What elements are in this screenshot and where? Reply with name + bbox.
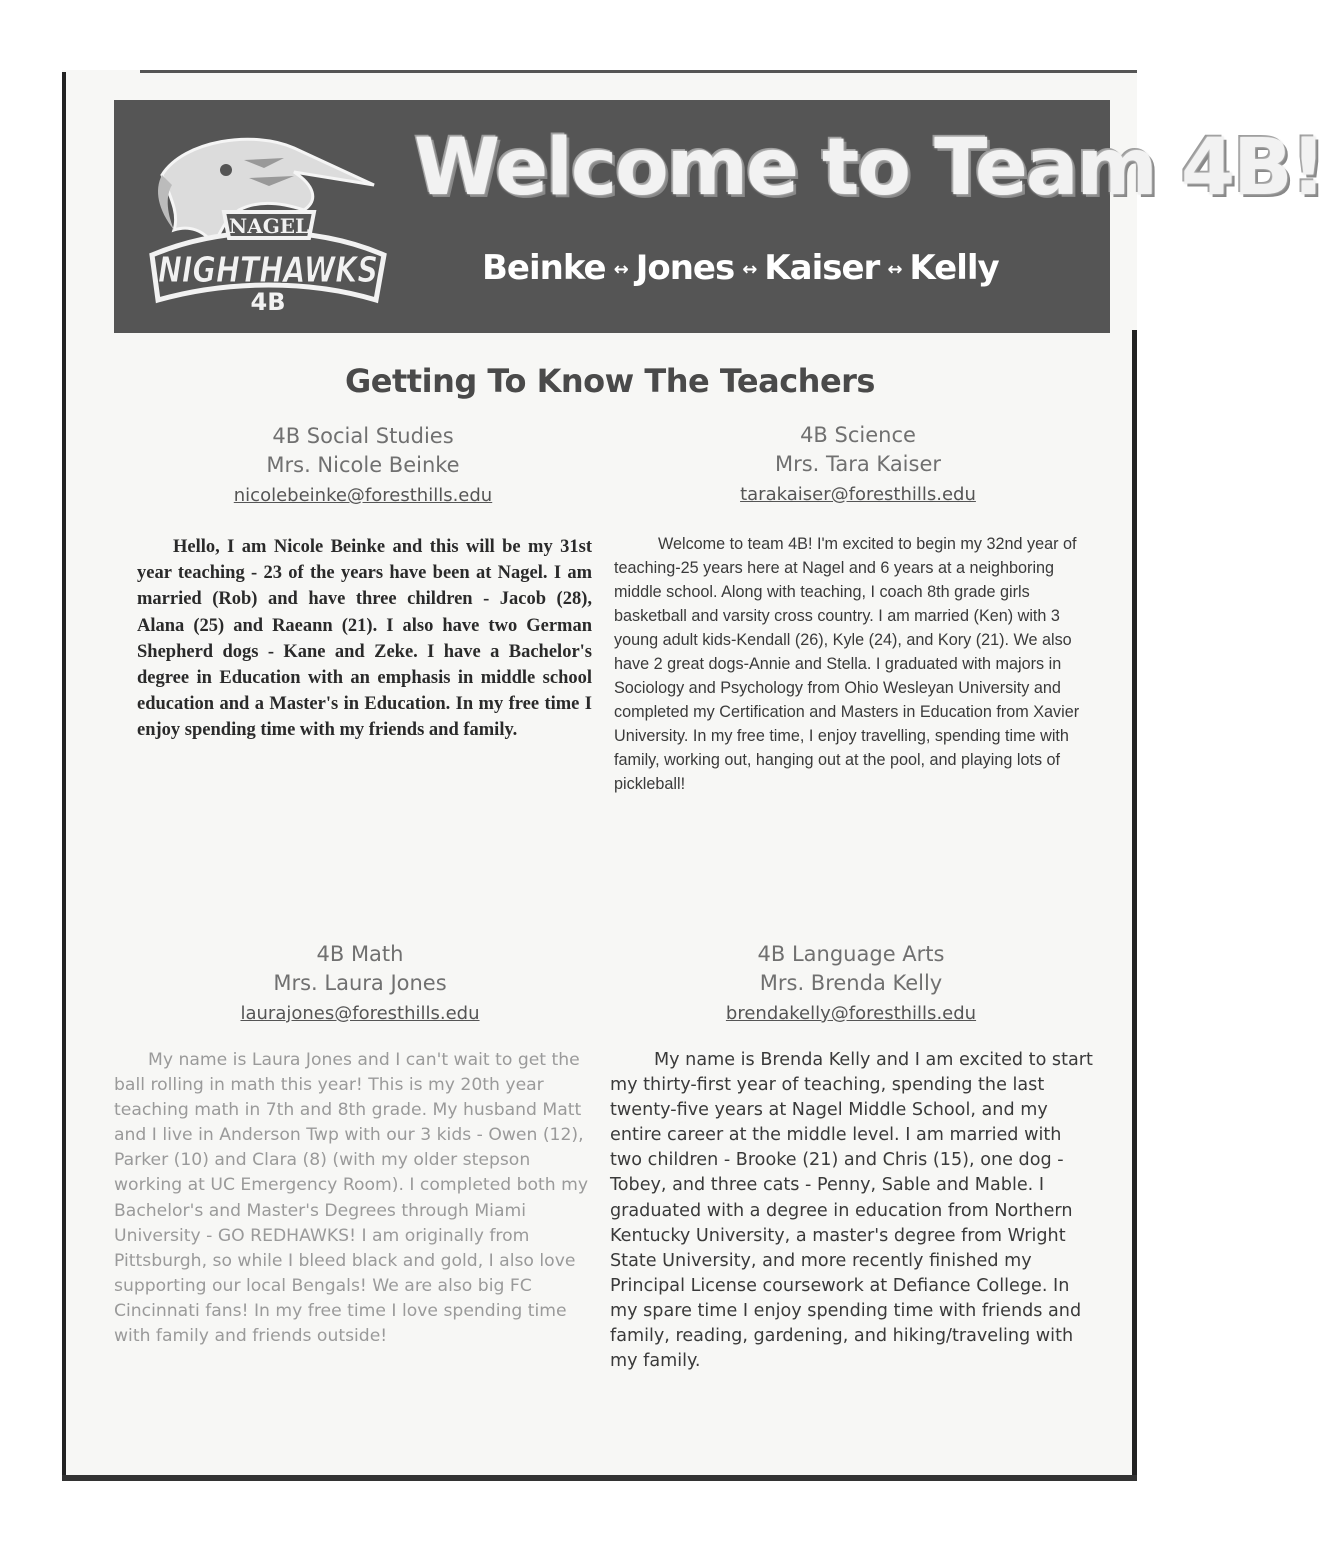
teacher-header-kelly (601, 940, 1101, 1028)
team-name: Kelly (909, 248, 999, 288)
teacher-subject: 4B Social Studies (272, 424, 454, 448)
teacher-subject: 4B Math (316, 942, 404, 966)
teacher-name: Mrs. Brenda Kelly (759, 971, 943, 995)
welcome-banner (114, 100, 1324, 333)
teacher-email-link[interactable]: laurajones@foresthills.edu (240, 1003, 480, 1024)
teacher-subject: 4B Language Arts (757, 942, 945, 966)
teacher-header-jones (110, 940, 610, 1028)
teacher-name: Mrs. Nicole Beinke (266, 453, 460, 477)
section-title: Getting To Know The Teachers (345, 362, 875, 400)
name-separator: ↔ (613, 259, 628, 280)
teacher-header-beinke (113, 422, 613, 510)
logo-team-text: 4B (250, 288, 286, 316)
team-name: Jones (635, 248, 735, 288)
teacher-bio-jones: My name is Laura Jones and I can't wait to get the ball rolling in math this year! This is my 20th year teaching math in 7th and 8th grade. My husband Matt and I live in Anderson Twp with our 3 kids - Owen (12), Parker (10) and Clara (8) (with my older stepson working at UC Emergency Room). I completed both my Bachelor's and Master's Degrees through Miami University - GO REDHAWKS! I am originally from Pittsburgh, so while I bleed black and gold, I also love supporting our local Bengals! We are also big FC Cincinnati fans! In my free time I love spending time with family and friends outside! (114, 1050, 589, 1347)
teacher-email-link[interactable]: tarakaiser@foresthills.edu (740, 484, 976, 505)
teacher-subject: 4B Science (800, 423, 916, 447)
teacher-bio-beinke: Hello, I am Nicole Beinke and this will be my 31st year teaching - 23 of the years have been at Nagel. I am married (Rob) and have three children - Jacob (28), Alana (25) and Raeann (21). I also have two German Shepherd dogs - Kane and Zeke. I have a Bachelor's degree in Education with an emphasis in middle school education and a Master's in Education. In my free time I enjoy spending time with my friends and family. (137, 537, 592, 741)
paper-edge-top (140, 70, 1137, 73)
name-separator: ↔ (742, 259, 757, 280)
banner-title: Welcome to Team 4B! (414, 123, 1324, 213)
paper-edge-bottom (62, 1475, 1137, 1481)
team-name: Kaiser (764, 248, 880, 288)
logo-mascot-text: NIGHTHAWKS (158, 250, 378, 291)
teacher-bio-kelly: My name is Brenda Kelly and I am excited to start my thirty-first year of teaching, spending the last twenty-five years at Nagel Middle School, and my entire career at the middle level. I am married with two children - Brooke (21) and Chris (15), one dog - Tobey, and three cats - Penny, Sable and Mable. I graduated with a degree in education from Northern Kentucky University, a master's degree from Wright State University, and more recently finished my Principal License coursework at Defiance College. In my spare time I enjoy spending time with friends and family, reading, gardening, and hiking/traveling with my family. (610, 1050, 1093, 1372)
nighthawks-logo (144, 130, 404, 315)
name-separator: ↔ (887, 259, 902, 280)
teacher-name: Mrs. Laura Jones (273, 971, 447, 995)
logo-school-text: NAGEL (228, 214, 310, 238)
teacher-header-kaiser (608, 421, 1108, 509)
team-names (482, 248, 1042, 288)
team-name: Beinke (482, 248, 606, 288)
paper-edge-right (1132, 330, 1137, 1480)
teacher-name: Mrs. Tara Kaiser (774, 452, 942, 476)
teacher-bio-kaiser: Welcome to team 4B! I'm excited to begin my 32nd year of teaching-25 years here at Nagel and 6 years at a neighboring middle school. Along with teaching, I coach 8th grade girls basketball and varsity cross country. I am married (Ken) with 3 young adult kids-Kendall (26), Kyle (24), and Kory (21). We also have 2 great dogs-Annie and Stella. I graduated with majors in Sociology and Psychology from Ohio Wesleyan University and completed my Certification and Masters in Education from Xavier University. In my free time, I enjoy travelling, spending time with family, working out, hanging out at the pool, and playing lots of pickleball! (614, 535, 1080, 793)
teacher-email-link[interactable]: brendakelly@foresthills.edu (725, 1003, 977, 1024)
teacher-email-link[interactable]: nicolebeinke@foresthills.edu (233, 485, 493, 506)
paper-edge-left (62, 72, 66, 1480)
